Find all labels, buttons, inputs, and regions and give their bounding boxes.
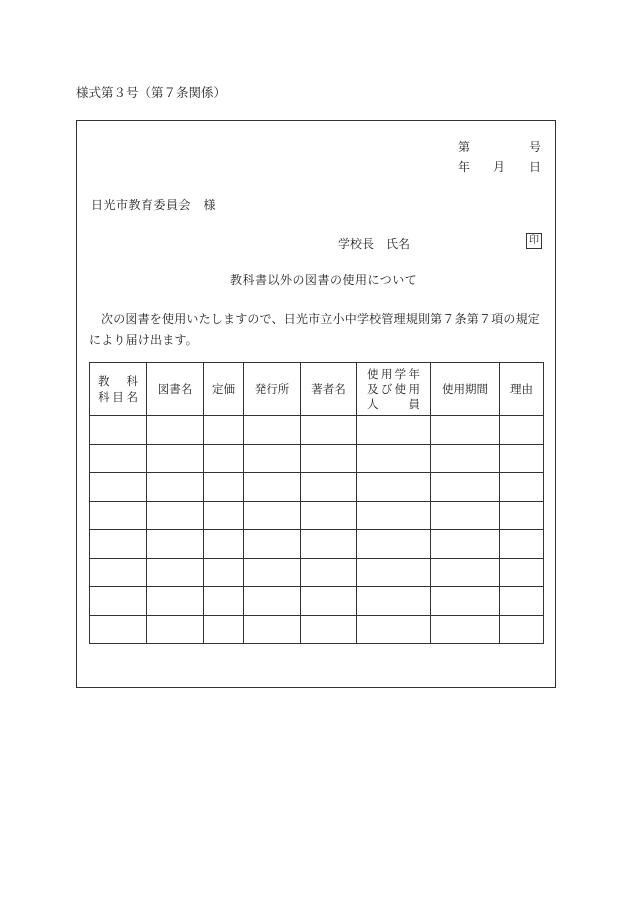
cell-price[interactable] [204,587,244,616]
date-month-label: 月 [493,160,506,174]
cell-users[interactable] [357,473,431,502]
cell-publisher[interactable] [244,558,301,587]
cell-author[interactable] [301,416,357,445]
cell-subject[interactable] [90,530,147,559]
cell-price[interactable] [204,501,244,530]
cell-publisher[interactable] [244,444,301,473]
cell-publisher[interactable] [244,473,301,502]
header-users-line1: 使用学年 [367,366,420,381]
cell-reason[interactable] [500,587,544,616]
header-users-line3: 人員 [367,396,420,411]
seal-mark: 印 [526,233,542,249]
cell-users[interactable] [357,444,431,473]
cell-reason[interactable] [500,416,544,445]
cell-author[interactable] [301,587,357,616]
cell-reason[interactable] [500,558,544,587]
cell-subject[interactable] [90,473,147,502]
cell-subject[interactable] [90,587,147,616]
document-title: 教科書以外の図書の使用について [230,273,418,287]
cell-period[interactable] [431,615,500,644]
cell-author[interactable] [301,501,357,530]
table-body [90,416,544,644]
cell-reason[interactable] [500,530,544,559]
header-period: 使用期間 [431,363,500,416]
cell-users[interactable] [357,587,431,616]
form-number-label: 様式第３号（第７条関係） [76,85,227,100]
header-users-line2: 及び使用 [367,381,420,396]
table-row [90,530,544,559]
header-price: 定価 [204,363,244,416]
cell-publisher[interactable] [244,501,301,530]
cell-users[interactable] [357,530,431,559]
cell-period[interactable] [431,501,500,530]
cell-reason[interactable] [500,444,544,473]
cell-users[interactable] [357,558,431,587]
cell-price[interactable] [204,473,244,502]
table-row [90,501,544,530]
cell-period[interactable] [431,416,500,445]
cell-price[interactable] [204,558,244,587]
table-row [90,416,544,445]
cell-users[interactable] [357,615,431,644]
table-row [90,444,544,473]
cell-period[interactable] [431,558,500,587]
cell-book-name[interactable] [147,587,204,616]
header-reason: 理由 [500,363,544,416]
header-subject-line2: 科目名 [98,390,138,404]
cell-subject[interactable] [90,615,147,644]
cell-period[interactable] [431,473,500,502]
table-row [90,587,544,616]
cell-reason[interactable] [500,473,544,502]
cell-publisher[interactable] [244,615,301,644]
cell-publisher[interactable] [244,530,301,559]
cell-author[interactable] [301,473,357,502]
principal-name-label: 学校長 氏名 [338,237,411,251]
cell-price[interactable] [204,444,244,473]
cell-book-name[interactable] [147,501,204,530]
cell-price[interactable] [204,530,244,559]
cell-book-name[interactable] [147,530,204,559]
cell-reason[interactable] [500,501,544,530]
cell-price[interactable] [204,416,244,445]
book-usage-table [89,362,544,644]
header-subject [90,363,147,416]
document-number-suffix: 号 [529,140,542,154]
cell-period[interactable] [431,587,500,616]
cell-publisher[interactable] [244,416,301,445]
cell-period[interactable] [431,444,500,473]
header-users [357,363,431,416]
table-row [90,615,544,644]
cell-period[interactable] [431,530,500,559]
cell-reason[interactable] [500,615,544,644]
cell-publisher[interactable] [244,587,301,616]
cell-price[interactable] [204,615,244,644]
cell-author[interactable] [301,530,357,559]
cell-book-name[interactable] [147,444,204,473]
cell-author[interactable] [301,615,357,644]
cell-author[interactable] [301,558,357,587]
body-text [89,309,545,351]
document-number-label: 第 [458,140,471,154]
cell-users[interactable] [357,416,431,445]
body-paragraph: 次の図書を使用いたしますので、日光市立小中学校管理規則第７条第７項の規定により届け出ます。 [89,312,540,347]
header-subject-line1: 教 科 [98,374,138,388]
cell-book-name[interactable] [147,473,204,502]
table-row [90,558,544,587]
date-day-label: 日 [529,160,542,174]
header-publisher: 発行所 [244,363,301,416]
addressee: 日光市教育委員会 様 [91,198,217,212]
header-book-name: 図書名 [147,363,204,416]
cell-users[interactable] [357,501,431,530]
cell-book-name[interactable] [147,416,204,445]
cell-book-name[interactable] [147,615,204,644]
cell-author[interactable] [301,444,357,473]
cell-subject[interactable] [90,416,147,445]
table-header-row [90,363,544,416]
cell-book-name[interactable] [147,558,204,587]
cell-subject[interactable] [90,501,147,530]
date-year-label: 年 [458,160,471,174]
header-author: 著者名 [301,363,357,416]
cell-subject[interactable] [90,444,147,473]
table-row [90,473,544,502]
cell-subject[interactable] [90,558,147,587]
